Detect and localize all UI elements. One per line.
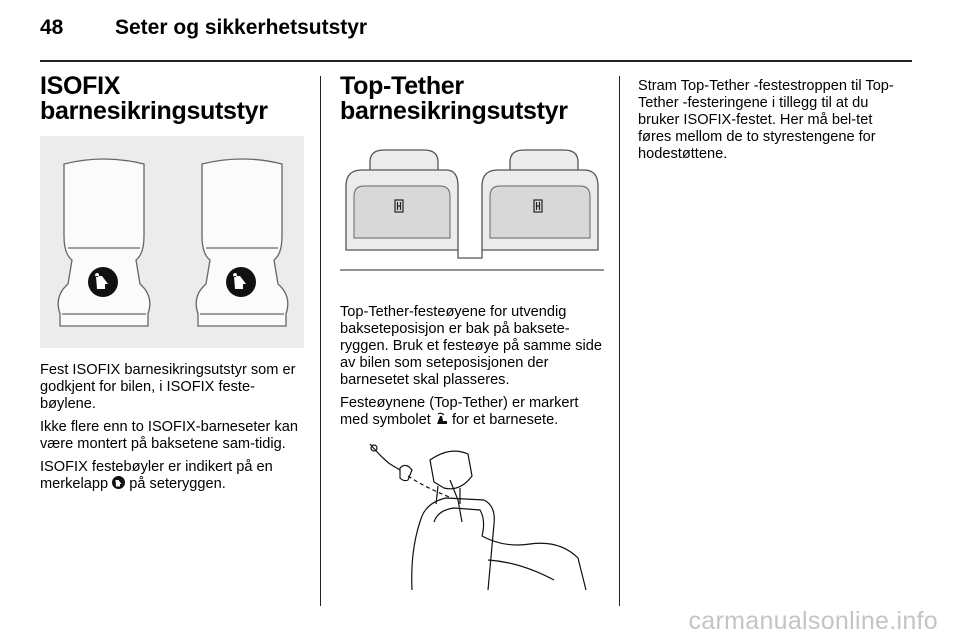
top-tether-icon bbox=[435, 412, 448, 425]
column-top-tether bbox=[340, 74, 606, 124]
paragraph: ISOFIX festebøyler er indikert på en merkelapp på seteryggen. bbox=[40, 459, 273, 492]
header-rule bbox=[40, 60, 912, 62]
page-title: Seter og sikkerhetsutstyr bbox=[115, 16, 368, 39]
column-divider bbox=[619, 76, 620, 606]
column-isofix bbox=[40, 74, 306, 124]
paragraph: Top-Tether-festeøyene for utvendig bakseteposisjon er bak på bakseteryggen. Bruk et festeøye på samme side av bilen som seteposisjonen der barnesetet skal plasseres. bbox=[340, 304, 602, 388]
column-continued-text bbox=[638, 78, 906, 169]
column-isofix-text bbox=[40, 362, 306, 499]
watermark: carmanualsonline.info bbox=[688, 607, 938, 635]
paragraph: Ikke flere enn to ISOFIX-barneseter kan være montert på baksetene sam-tidig. bbox=[40, 419, 298, 452]
paragraph: Fest ISOFIX barnesikringsutstyr som er godkjent for bilen, i ISOFIX feste-bøylene. bbox=[40, 362, 296, 412]
top-tether-strap-illustration bbox=[364, 440, 594, 590]
column-divider bbox=[320, 76, 321, 606]
section-heading: Top-Tether barnesikringsutstyr bbox=[340, 72, 568, 125]
page-header bbox=[40, 16, 912, 58]
section-heading: ISOFIX barnesikringsutstyr bbox=[40, 72, 268, 125]
paragraph: Stram Top-Tether -festestroppen til Top-Tether -festeringene i tillegg til at du bruker ISOFIX-festet. Her må bel-tet føres mellom de to styrestengene for hodestøttene. bbox=[638, 78, 894, 162]
paragraph: Festeøynene (Top-Tether) er markert med symbolet for et barnesete. bbox=[340, 395, 579, 428]
column-top-tether-text bbox=[340, 304, 608, 435]
isofix-child-seat-icon bbox=[112, 476, 125, 489]
page-number: 48 bbox=[40, 16, 64, 39]
isofix-seats-illustration bbox=[40, 136, 304, 348]
rear-seat-backrests-illustration bbox=[340, 146, 604, 272]
